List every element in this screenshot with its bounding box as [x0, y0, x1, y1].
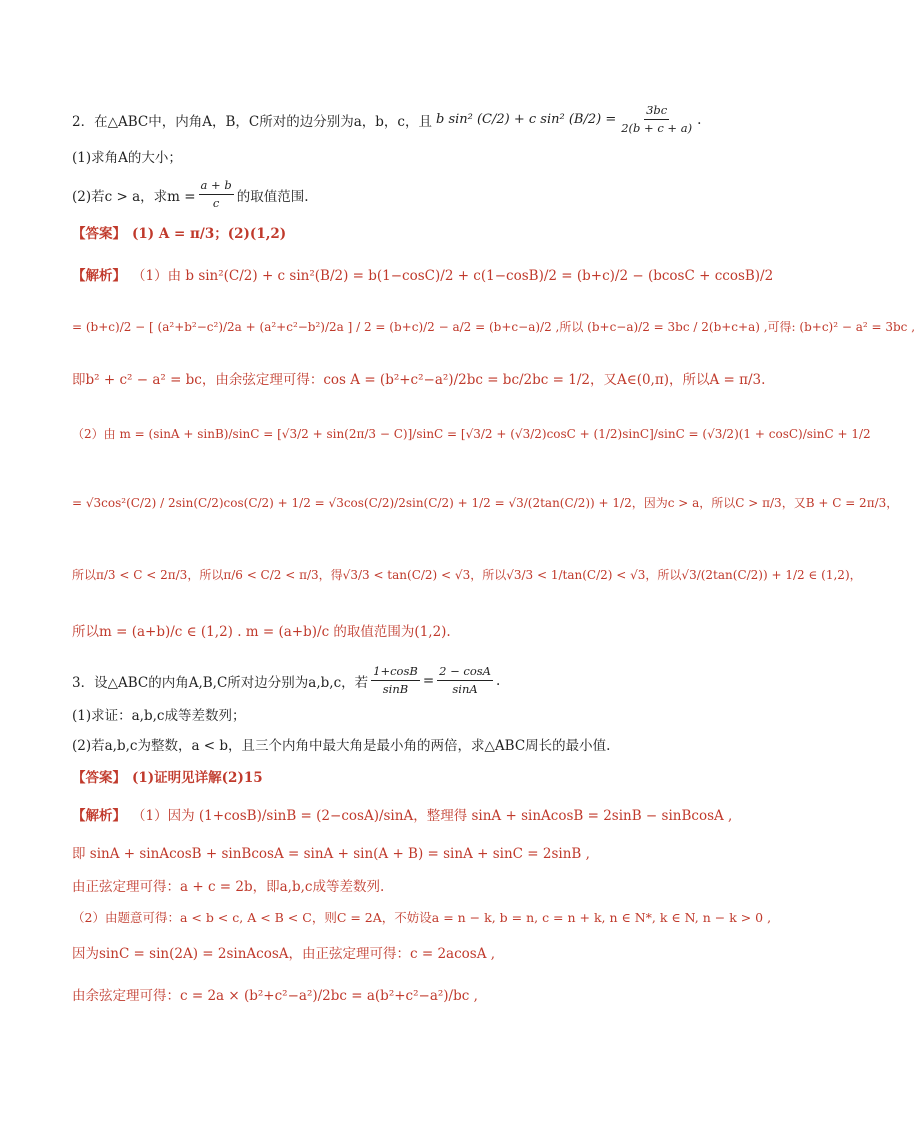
q3-answer-text: (1)证明见详解(2)15: [132, 770, 263, 786]
q3-solution-text-2: 即 sinA + sinAcosB + sinBcosA = sinA + sin(A + B) = sinA + sinC = 2sinB ,: [72, 846, 590, 862]
q3-part1: [72, 704, 245, 724]
q2-condition-denominator: 2(b + c + a): [621, 121, 693, 135]
q3-intro: 3．设△ABC的内角A,B,C所对边分别为a,b,c，若: [72, 674, 369, 691]
q2-solution-line-2: [72, 318, 915, 335]
q2-solution-text-2: = (b+c)/2 − [ (a²+b²−c²)/2a + (a²+c²−b²)/2a ] / 2 = (b+c)/2 − a/2 = (b+c−a)/2 ,所以 (b+c−a)/2 = 3bc / 2(b+c+a) ,可得: (b+c)² − a² = 3bc ,: [72, 320, 915, 334]
q3-solution-line-6: [72, 984, 478, 1004]
q2-solution-line-3: [72, 368, 765, 388]
q3-part1-text: (1)求证：a,b,c成等差数列；: [72, 708, 246, 724]
q2-stem: 2．在△ABC中，内角A，B，C所对的边分别为a，b，c，且 b sin² (C/2) + c sin² (B/2) = $\frac{3bc}{2(b + c + a)}$ .: [72, 103, 702, 135]
q3-answer: [72, 766, 263, 786]
q2-condition-numerator: 3bc: [644, 103, 669, 120]
q2-solution-text-1: （1）由 b sin²(C/2) + c sin²(B/2) = b(1−cosC)/2 + c(1−cosB)/2 = (b+c)/2 − (bcosC + ccosB)/2: [132, 268, 774, 284]
q2-condition-left: b sin² (C/2) + c sin² (B/2) =: [435, 112, 617, 127]
q2-solution-text-5: = √3cos²(C/2) / 2sin(C/2)cos(C/2) + 1/2 = √3cos(C/2)/2sin(C/2) + 1/2 = √3/(2tan(C/2)) + 1/2，因为c > a，所以C > π/3，又B + C = 2π/3，: [72, 496, 899, 510]
q3-fraction-left: [371, 664, 420, 697]
q2-intro: 2．在△ABC中，内角A，B，C所对的边分别为a，b，c，且: [72, 113, 432, 130]
q3-solution-line-5: [72, 942, 495, 962]
q3-part2-text: (2)若a,b,c为整数，a < b，且三个内角中最大角是最小角的两倍，求△ABC周长的最小值.: [72, 738, 611, 754]
q2-answer-label: 【答案】: [72, 226, 126, 242]
q3-analysis-label: 【解析】: [72, 808, 126, 824]
q3-fraction-right: [437, 664, 493, 697]
q2-answer: [72, 222, 286, 242]
q2-solution-text-3: 即b² + c² − a² = bc，由余弦定理可得：cos A = (b²+c²−a²)/2bc = bc/2bc = 1/2，又A∈(0,π)，所以A = π/3.: [72, 372, 766, 388]
q2-analysis-label: 【解析】: [72, 268, 126, 284]
q2-condition-fraction: [619, 103, 694, 136]
q3-solution-line-4: [72, 908, 771, 926]
q3-solution-text-1: （1）因为 (1+cosB)/sinB = (2−cosA)/sinA，整理得 sinA + sinAcosB = 2sinB − sinBcosA ,: [132, 808, 733, 824]
q3-solution-line-3: [72, 875, 384, 895]
q3-stem: 3．设△ABC的内角A,B,C所对边分别为a,b,c，若 $\frac{1+\cos B}{\sin B}$ = $\frac{2 - \cos A}{\sin A}$ .: [72, 664, 501, 696]
q3-answer-label: 【答案】: [72, 770, 126, 786]
q2-solution-line-4: [72, 425, 871, 442]
q3-part2: [72, 734, 610, 754]
q3-solution-line-2: [72, 842, 590, 862]
q2-part2: [72, 178, 309, 211]
q3-solution-line-1: [72, 804, 732, 824]
q2-part2-numerator: a + b: [199, 178, 234, 195]
q3-fraction-left-denominator: sinB: [382, 682, 409, 696]
q2-solution-line-1: [72, 264, 773, 284]
q3-solution-text-5: 因为sinC = sin(2A) = 2sinAcosA，由正弦定理可得：c = 2acosA ,: [72, 946, 496, 962]
q2-part1: [72, 146, 182, 166]
q2-solution-text-4: （2）由 m = (sinA + sinB)/sinC = [√3/2 + sin(2π/3 − C)]/sinC = [√3/2 + (√3/2)cosC + (1/2)sinC]/sinC = (√3/2)(1 + cosC)/sinC + 1/2: [72, 427, 871, 441]
q3-solution-text-4: （2）由题意可得：a < b < c, A < B < C，则C = 2A，不妨设a = n − k, b = n, c = n + k, n ∈ N*, k ∈ N, n − k > 0 ,: [72, 910, 772, 925]
q3-solution-text-3: 由正弦定理可得：a + c = 2b，即a,b,c成等差数列.: [72, 879, 385, 895]
q2-part2-pre: (2)若c > a，求m =: [72, 188, 196, 205]
q3-fraction-left-numerator: 1+cosB: [371, 664, 420, 681]
q2-solution-line-6: [72, 566, 862, 583]
q2-part2-fraction: [199, 178, 234, 211]
q3-fraction-right-denominator: sinA: [452, 682, 478, 696]
q2-part2-post: 的取值范围.: [236, 188, 309, 205]
q2-part2-denominator: c: [212, 196, 220, 210]
q2-answer-text: (1) A = π/3；(2)(1,2): [132, 226, 287, 242]
q2-solution-line-5: [72, 494, 898, 511]
q2-part1-text: (1)求角A的大小；: [72, 150, 182, 166]
q3-solution-text-6: 由余弦定理可得：c = 2a × (b²+c²−a²)/2bc = a(b²+c²−a²)/bc ,: [72, 988, 478, 1004]
q2-solution-text-6: 所以π/3 < C < 2π/3，所以π/6 < C/2 < π/3，得√3/3 < tan(C/2) < √3，所以√3/3 < 1/tan(C/2) < √3，所以√3/(2tan(C/2)) + 1/2 ∈ (1,2)，: [72, 568, 862, 582]
q2-solution-line-7: [72, 620, 451, 640]
q3-fraction-right-numerator: 2 − cosA: [437, 664, 493, 681]
q2-solution-text-7: 所以m = (a+b)/c ∈ (1,2) . m = (a+b)/c 的取值范围为(1,2).: [72, 624, 451, 640]
